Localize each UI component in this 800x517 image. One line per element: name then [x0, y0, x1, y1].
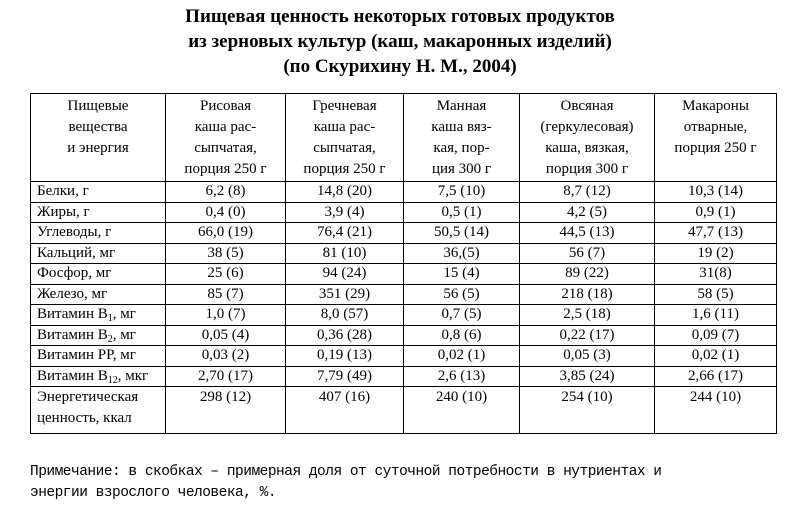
table-cell: 47,7 (13): [655, 223, 777, 244]
table-cell: 0,05 (3): [520, 346, 655, 367]
table-cell: 2,66 (17): [655, 366, 777, 387]
table-cell: 15 (4): [404, 264, 520, 285]
table-cell: 407 (16): [286, 387, 404, 434]
table-cell: 76,4 (21): [286, 223, 404, 244]
row-label: Энергетическая ценность, ккал: [31, 387, 166, 434]
table-cell: 89 (22): [520, 264, 655, 285]
title-line-3: (по Скурихину Н. М., 2004): [283, 56, 517, 77]
table-cell: 0,05 (4): [166, 325, 286, 346]
table-row: [31, 243, 777, 264]
header-rice: Рисовая каша рас- сыпчатая, порция 250 г: [166, 94, 286, 182]
table-cell: 7,79 (49): [286, 366, 404, 387]
table-cell: 56 (7): [520, 243, 655, 264]
table-row: [31, 202, 777, 223]
table-cell: 2,5 (18): [520, 305, 655, 326]
table-cell: 254 (10): [520, 387, 655, 434]
table-cell: 3,85 (24): [520, 366, 655, 387]
table-cell: 0,7 (5): [404, 305, 520, 326]
table-row: [31, 223, 777, 244]
footnote-line-2: энергии взрослого человека, %.: [30, 485, 277, 501]
table-cell: 0,8 (6): [404, 325, 520, 346]
table-cell: 0,03 (2): [166, 346, 286, 367]
table-cell: 218 (18): [520, 284, 655, 305]
header-nutrients: Пищевые вещества и энергия: [31, 94, 166, 182]
table-cell: 0,19 (13): [286, 346, 404, 367]
footnote-line-1: Примечание: в скобках – примерная доля от суточной потребности в нутриентах и: [30, 464, 662, 480]
table-cell: 14,8 (20): [286, 182, 404, 203]
table-cell: 1,6 (11): [655, 305, 777, 326]
table-row: [31, 366, 777, 387]
table-row: [31, 284, 777, 305]
table-cell: 31(8): [655, 264, 777, 285]
table-row: [31, 182, 777, 203]
table-cell: 25 (6): [166, 264, 286, 285]
table-cell: 81 (10): [286, 243, 404, 264]
table-cell: 36,(5): [404, 243, 520, 264]
header-semolina: Манная каша вяз- кая, пор- ция 300 г: [404, 94, 520, 182]
table-cell: 4,2 (5): [520, 202, 655, 223]
row-label: Витамин $B_{12}$, мкг: [31, 366, 166, 387]
table-cell: 10,3 (14): [655, 182, 777, 203]
table-cell: 58 (5): [655, 284, 777, 305]
header-oatmeal: Овсяная (геркулесовая) каша, вязкая, порция 300 г: [520, 94, 655, 182]
table-cell: 7,5 (10): [404, 182, 520, 203]
row-label: Витамин $B_1$, мг: [31, 305, 166, 326]
table-header-row: [31, 94, 777, 182]
table-cell: 298 (12): [166, 387, 286, 434]
title-line-2: из зерновых культур (каш, макаронных изделий): [188, 31, 612, 52]
table-cell: 0,4 (0): [166, 202, 286, 223]
table-row: [31, 305, 777, 326]
row-label: Белки, г: [31, 182, 166, 203]
table-cell: 351 (29): [286, 284, 404, 305]
table-cell: 244 (10): [655, 387, 777, 434]
table-cell: 85 (7): [166, 284, 286, 305]
table-cell: 0,5 (1): [404, 202, 520, 223]
table-cell: 8,7 (12): [520, 182, 655, 203]
table-row: [31, 325, 777, 346]
table-row: [31, 387, 777, 434]
table-cell: 1,0 (7): [166, 305, 286, 326]
row-label: Железо, мг: [31, 284, 166, 305]
table-cell: 94 (24): [286, 264, 404, 285]
table-cell: 19 (2): [655, 243, 777, 264]
header-buckwheat: Гречневая каша рас- сыпчатая, порция 250 г: [286, 94, 404, 182]
table-cell: 2,6 (13): [404, 366, 520, 387]
table-cell: 50,5 (14): [404, 223, 520, 244]
table-cell: 0,02 (1): [655, 346, 777, 367]
footnote: [30, 462, 790, 504]
table-row: [31, 346, 777, 367]
nutrition-table: [30, 93, 777, 434]
row-label: Кальций, мг: [31, 243, 166, 264]
row-label: Жиры, г: [31, 202, 166, 223]
table-cell: 0,09 (7): [655, 325, 777, 346]
table-cell: 0,02 (1): [404, 346, 520, 367]
page-title: [0, 4, 800, 79]
row-label: Углеводы, г: [31, 223, 166, 244]
table-cell: 240 (10): [404, 387, 520, 434]
table-row: [31, 264, 777, 285]
row-label: Фосфор, мг: [31, 264, 166, 285]
table-cell: 56 (5): [404, 284, 520, 305]
table-cell: 38 (5): [166, 243, 286, 264]
table-cell: 0,9 (1): [655, 202, 777, 223]
table-cell: 8,0 (57): [286, 305, 404, 326]
table-cell: 0,36 (28): [286, 325, 404, 346]
table-cell: 2,70 (17): [166, 366, 286, 387]
row-label: Витамин PP, мг: [31, 346, 166, 367]
table-cell: 3,9 (4): [286, 202, 404, 223]
table-cell: 6,2 (8): [166, 182, 286, 203]
table-cell: 66,0 (19): [166, 223, 286, 244]
header-pasta: Макароны отварные, порция 250 г: [655, 94, 777, 182]
row-label: Витамин $B_2$, мг: [31, 325, 166, 346]
table-cell: 44,5 (13): [520, 223, 655, 244]
table-cell: 0,22 (17): [520, 325, 655, 346]
title-line-1: Пищевая ценность некоторых готовых продуктов: [185, 6, 615, 27]
